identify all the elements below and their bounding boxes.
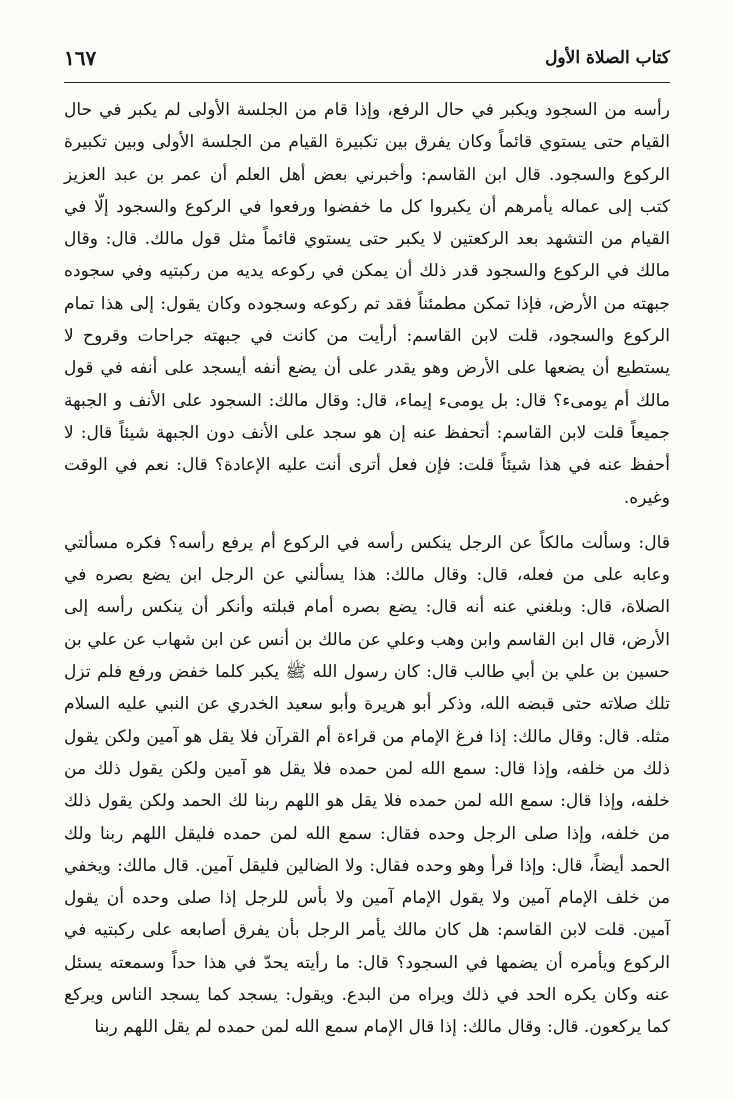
paragraph-1: رأسه من السجود ويكبر في حال الرفع، وإذا قام من الجلسة الأولى لم يكبر في حال القيام حتى يستوي قائماً وكان يفرق بين تكبيرة القيام من الجلسة الأولى وبين تكبيرة الركوع والسجود. قال ابن القاسم: وأخبرني بعض أهل العلم أن عمر بن عبد العزيز كتب إلى عماله يأمرهم أن يكبروا كل ما خفضوا ورفعوا في الركوع والسجود إلّا في القيام من التشهد بعد الركعتين لا يكبر حتى يستوي قائماً مثل قول مالك. قال: وقال مالك في الركوع والسجود قدر ذلك أن يمكن في ركوعه يديه من ركبتيه وفي سجوده جبهته من الأرض، فإذا تمكن مطمئناً فقد تم ركوعه وسجوده وكان يقول: إلى هذا تمام الركوع والسجود، قلت لابن القاسم: أرأيت من كانت في جبهته جراحات وقروح لا يستطيع أن يضعها على الأرض وهو يقدر على أن يضع أنفه أيسجد على أنفه في قول مالك أم يومىء؟ قال: بل يومىء إيماء، قال: وقال مالك: السجود على الأنف و الجبهة جميعاً قلت لابن القاسم: أتحفظ عنه إن هو سجد على الأنف دون الجبهة شيئاً قال: لا أحفظ عنه في هذا شيئاً قلت: فإن فعل أترى أنت عليه الإعادة؟ قال: نعم في الوقت وغيره. <box>64 100 670 508</box>
page-number: ١٦٧ <box>64 46 97 70</box>
running-header <box>64 48 670 83</box>
chapter-title: كتاب الصلاة الأول <box>545 48 670 68</box>
page-body <box>64 94 670 1044</box>
paragraph-2: قال: وسألت مالكاً عن الرجل ينكس رأسه في الركوع أم يرفع رأسه؟ فكره مسألتي وعابه على من فعله، قال: وقال مالك: هذا يسألني عن الرجل ابن يضع بصره في الصلاة، قال: وبلغني عنه أنه قال: يضع بصره أمام قبلته وأنكر أن ينكس رأسه إلى الأرض، قال ابن القاسم وابن وهب وعلي عن مالك بن أنس عن ابن شهاب عن علي بن حسين بن علي بن أبي طالب قال: كان رسول الله ﷺ يكبر كلما خفض ورفع فلم تزل تلك صلاته حتى قبضه الله، وذكر أبو هريرة وأبو سعيد الخدري عن النبي عليه السلام مثله. قال: وقال مالك: إذا فرغ الإمام من قراءة أم القرآن فلا يقل هو آمين ولكن يقول ذلك من خلفه، وإذا قال: سمع الله لمن حمده فلا يقل هو آمين ولكن يقول ذلك من خلفه، وإذا قال: سمع الله لمن حمده فلا يقل هو اللهم ربنا لك الحمد ولكن يقول ذلك من خلفه، وإذا صلى الرجل وحده فقال: سمع الله لمن حمده فليقل اللهم ربنا ولك الحمد أيضاً، قال: وإذا قرأ وهو وحده فقال: ولا الضالين فليقل آمين. قال مالك: ويخفي من خلف الإمام آمين ولا يقول الإمام آمين ولا بأس للرجل إذا صلى وحده أن يقول آمين. قلت لابن القاسم: هل كان مالك يأمر الرجل بأن يفرق أصابعه على ركبتيه في الركوع ويأمره أن يضمها في السجود؟ قال: ما رأيته يحدّ في هذا حداً وسمعته يسئل عنه وكان يكره الحد في ذلك ويراه من البدع. ويقول: يسجد كما يسجد الناس ويركع كما يركعون. قال: وقال مالك: إذا قال الإمام سمع الله لمن حمده لم يقل اللهم ربنا <box>64 532 670 1038</box>
